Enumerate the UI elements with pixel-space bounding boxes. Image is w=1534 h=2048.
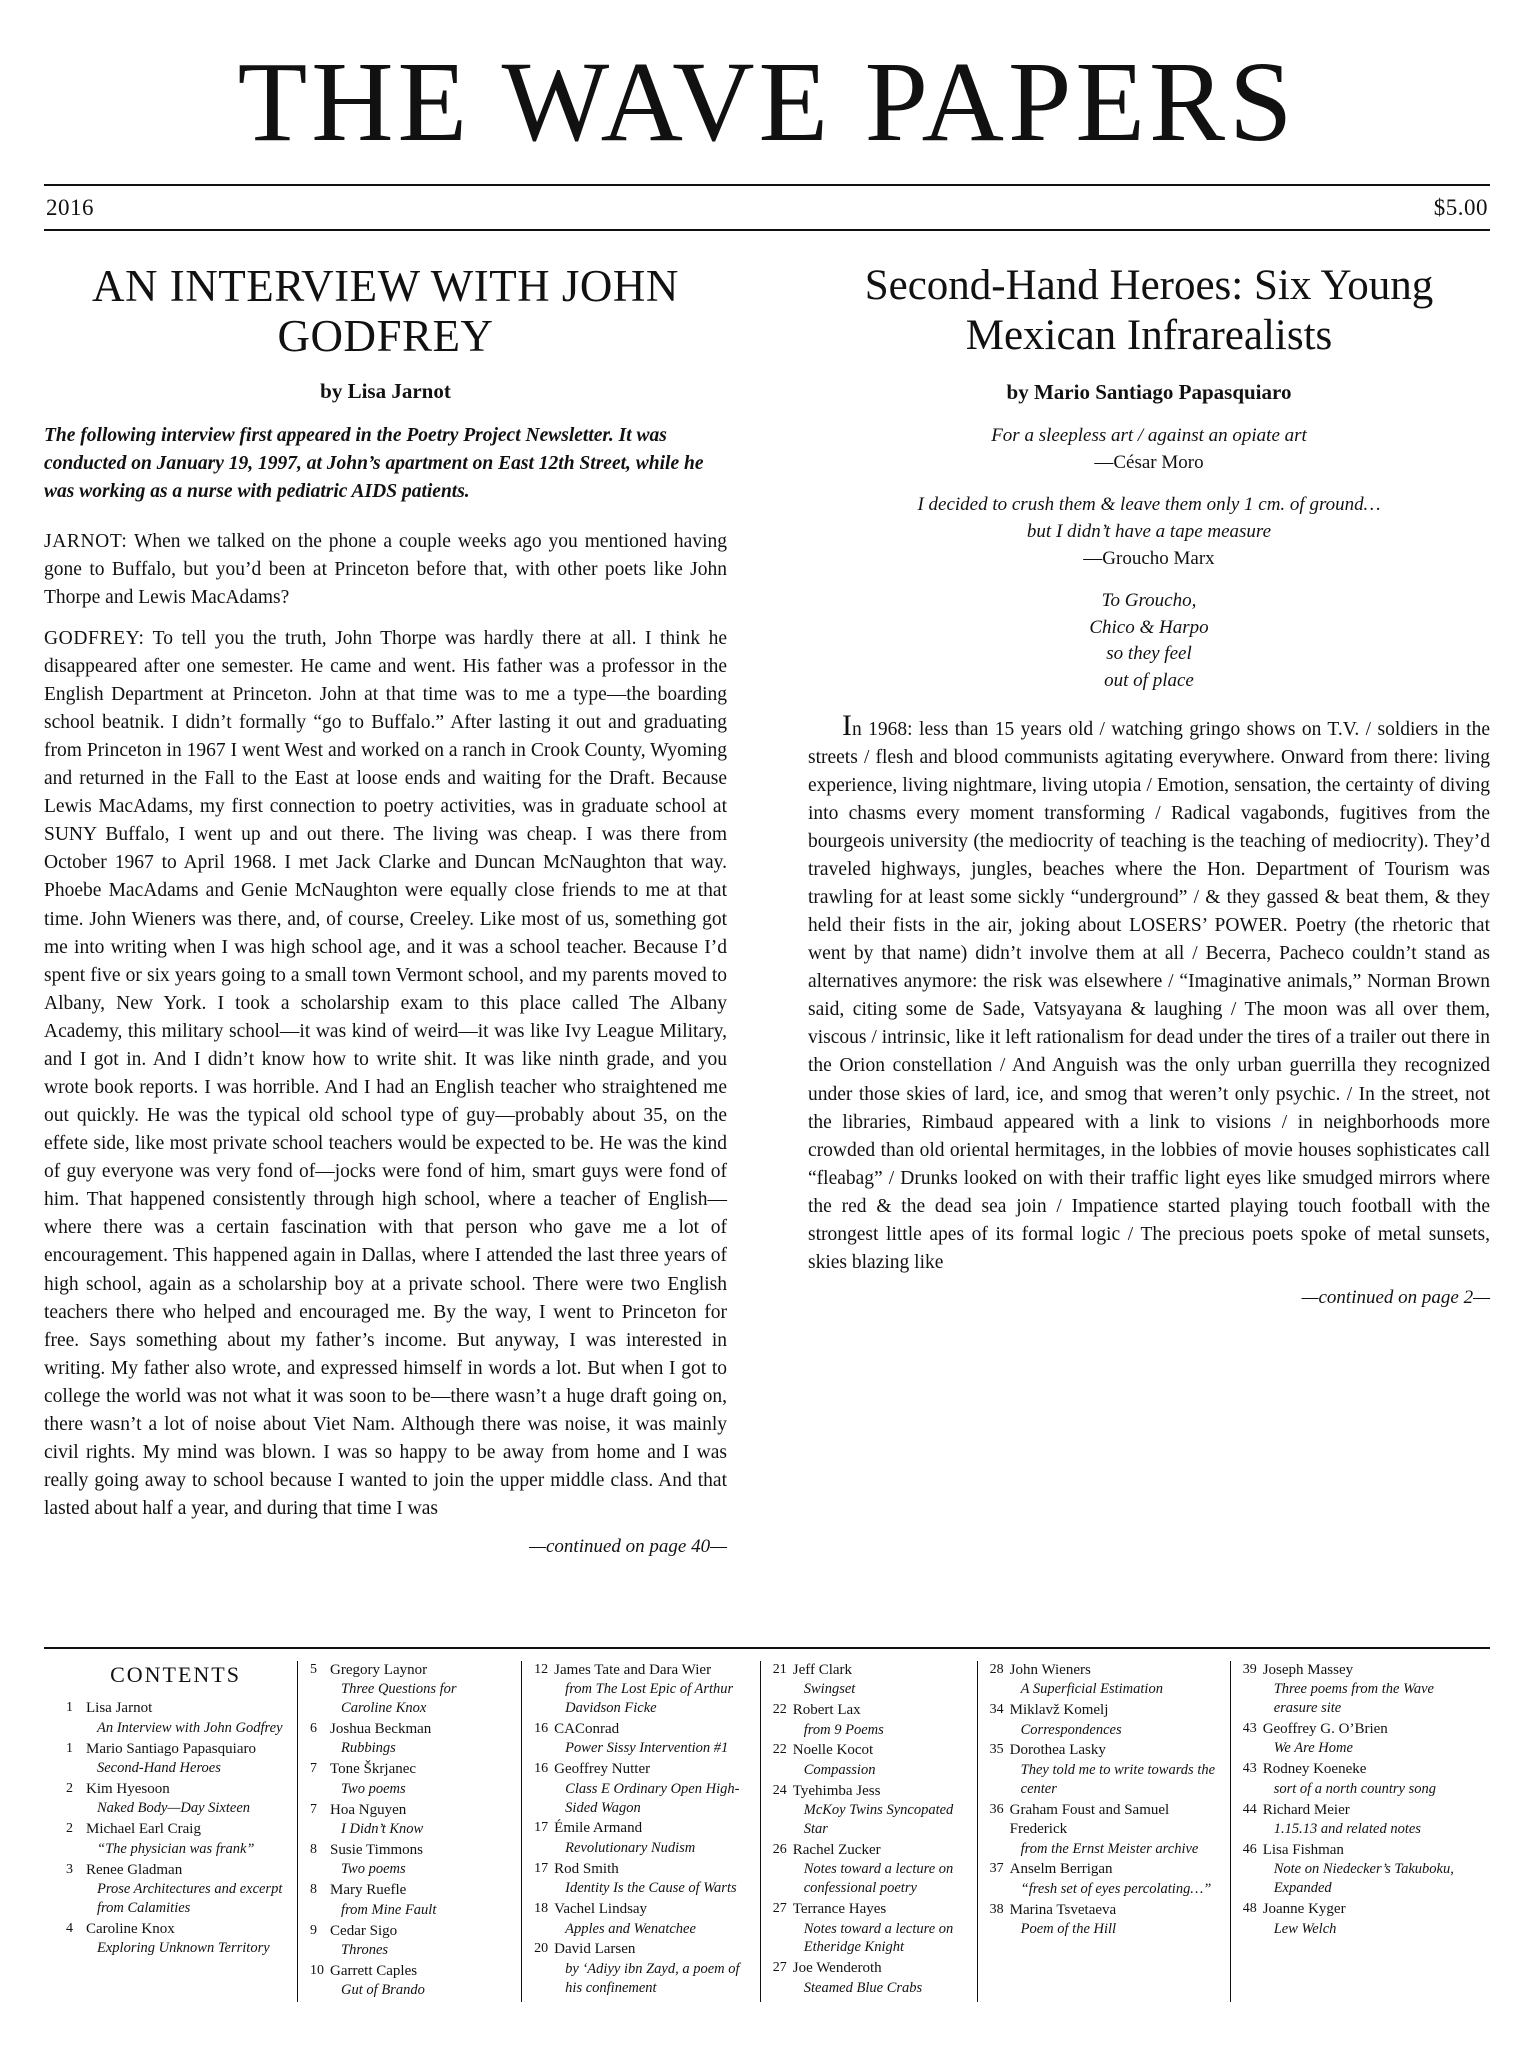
toc-page-number: 16 bbox=[534, 1761, 549, 1777]
toc-work: from The Lost Epic of Arthur Davidson Ficke bbox=[565, 1681, 734, 1717]
toc-author: John Wieners bbox=[1009, 1661, 1091, 1678]
toc-page-number: 22 bbox=[772, 1702, 787, 1718]
toc-author: Geoffrey Nutter bbox=[554, 1761, 651, 1778]
toc-author: Joe Wenderoth bbox=[792, 1960, 882, 1977]
right-byline: by Mario Santiago Papasquiaro bbox=[1006, 380, 1292, 405]
toc-work: Identity Is the Cause of Warts bbox=[565, 1880, 737, 1897]
epigraph-1-attribution: —César Moro bbox=[1094, 451, 1204, 473]
toc-page-number: 16 bbox=[534, 1720, 549, 1736]
toc-page-number: 10 bbox=[310, 1962, 325, 1978]
left-headline: AN INTERVIEW WITH JOHN GODFREY bbox=[92, 260, 679, 362]
toc-entry[interactable] bbox=[990, 1701, 1218, 1739]
toc-page-number: 46 bbox=[1242, 1841, 1257, 1857]
toc-author: James Tate and Dara Wier bbox=[554, 1661, 712, 1678]
toc-author: Tone Škrjanec bbox=[330, 1761, 417, 1778]
toc-page-number: 18 bbox=[534, 1901, 549, 1917]
toc-author: Graham Foust and Samuel Frederick bbox=[1009, 1801, 1170, 1838]
toc-entry[interactable] bbox=[310, 1720, 509, 1758]
toc-entry[interactable] bbox=[534, 1819, 748, 1857]
toc-page-number: 27 bbox=[772, 1960, 787, 1976]
toc-author: Rod Smith bbox=[554, 1860, 619, 1877]
toc-page-number: 48 bbox=[1242, 1901, 1257, 1917]
dateline-year: 2016 bbox=[46, 194, 94, 220]
toc-page-number: 7 bbox=[310, 1801, 318, 1817]
toc-work: McKoy Twins Syncopated Star bbox=[803, 1802, 954, 1838]
toc-page-number: 44 bbox=[1242, 1801, 1257, 1817]
toc-entry[interactable] bbox=[534, 1940, 748, 1997]
toc-page-number: 38 bbox=[989, 1901, 1004, 1917]
toc-author: Lisa Jarnot bbox=[86, 1700, 153, 1717]
toc-entry[interactable] bbox=[310, 1760, 509, 1798]
toc-entry[interactable] bbox=[773, 1900, 965, 1957]
toc-author: Garrett Caples bbox=[330, 1962, 418, 1979]
toc-entry[interactable] bbox=[310, 1881, 509, 1919]
toc-page-number: 37 bbox=[989, 1861, 1004, 1877]
left-standfirst: The following interview first appeared in the Poetry Project Newsletter. It was conducted on January 19, 1997, at John’s apartment on East 12th Street, while he was working as a nurse with pediatric AIDS patients. bbox=[44, 425, 704, 502]
right-body-paragraph bbox=[808, 708, 1490, 1278]
toc-work: from the Ernst Meister archive bbox=[1020, 1840, 1199, 1857]
toc-page-number: 5 bbox=[310, 1661, 318, 1677]
toc-entry[interactable] bbox=[534, 1900, 748, 1938]
toc-author: Anselm Berrigan bbox=[1009, 1861, 1113, 1878]
contents-title: CONTENTS bbox=[110, 1661, 241, 1687]
toc-author: Vachel Lindsay bbox=[554, 1901, 648, 1918]
toc-author: Dorothea Lasky bbox=[1009, 1742, 1106, 1759]
toc-entry[interactable] bbox=[1243, 1900, 1478, 1938]
toc-author: Miklavž Komelj bbox=[1009, 1702, 1109, 1719]
toc-entry[interactable] bbox=[990, 1801, 1218, 1859]
epigraph-2-line-2: but I didn’t have a tape measure bbox=[1026, 520, 1272, 542]
toc-author: Robert Lax bbox=[792, 1702, 861, 1719]
toc-author: Joshua Beckman bbox=[330, 1720, 432, 1737]
toc-entry[interactable] bbox=[66, 1780, 285, 1818]
toc-work: Two poems bbox=[341, 1780, 406, 1797]
dedication-line-3: so they feel bbox=[1106, 643, 1192, 665]
question-1-text: When we talked on the phone a couple weeks ago you mentioned having gone to Buffalo, but you’d been at Princeton before that, with other poets like John Thorpe and Lewis MacAdams? bbox=[44, 530, 727, 608]
toc-page-number: 43 bbox=[1242, 1761, 1257, 1777]
toc-entry[interactable] bbox=[534, 1760, 748, 1817]
dateline-price: $5.00 bbox=[1433, 194, 1488, 220]
toc-entry[interactable] bbox=[990, 1741, 1218, 1798]
toc-entry[interactable] bbox=[66, 1699, 285, 1737]
dedication-line-4: out of place bbox=[1104, 669, 1194, 691]
toc-work: Lew Welch bbox=[1273, 1920, 1337, 1937]
toc-page-number: 9 bbox=[310, 1922, 318, 1938]
toc-work: 1.15.13 and related notes bbox=[1273, 1821, 1421, 1838]
toc-author: Geoffrey G. O’Brien bbox=[1262, 1720, 1388, 1737]
toc-page-number: 12 bbox=[534, 1661, 549, 1677]
contents-column-5 bbox=[977, 1661, 1230, 2003]
toc-author: Terrance Hayes bbox=[792, 1901, 887, 1918]
toc-author: Susie Timmons bbox=[330, 1841, 424, 1858]
answer-1-text: To tell you the truth, John Thorpe was hardly there at all. I think he disappeared after one semester. He came and went. His father was a professor in the English Department at Princeton. John at that time was to me a type—the boarding school beatnik. I didn’t formally “go to Buffalo.” After lasting it out and graduating from Princeton in 1967 I went West and worked on a ranch in Crook County, Wyoming and returned in the Fall to the East at loose ends and waiting for the Draft. Because Lewis MacAdams, my first connection to poetry activities, was in graduate school at SUNY Buffalo, I went up and out there. The living was cheap. I was there from October 1967 to April 1968. I met Jack Clarke and Duncan McNaughton that way. Phoebe MacAdams and Genie McNaughton were equally close friends to me at that time. John Wieners was there, and, of course, Creeley. Like most of us, something got me into writing when I was high school age, and it was a school teacher. Because I’d spent five or six years going to a small town Vermont school, and my parents moved to Albany, New York. I took a scholarship exam to this place called The Albany Academy, this military school—it was kind of weird—it was like Ivy League Military, and I got in. And I didn’t know how to write shit. It was like ninth grade, and you wrote book reports. I was horrible. And I had an English teacher who straightened me out quickly. He was the typical old school type of guy—probably about 35, on the effete side, like most private school teachers would be expected to be. He was the kind of guy everyone was very fond of—jocks were fond of him, smart guys were fond of him. That happened consistently through high school, where a teacher of English—where there was a certain fascination with that person who gave me a lot of encouragement. This happened again in Dallas, where I attended the last three years of high school, again as a scholarship boy at a private school. There were two English teachers there who helped and encouraged me. By the way, I went to Princeton for free. Says something about my father’s income. But anyway, I was interested in writing. My father also wrote, and expressed himself in words a lot. But when I got to college the world was not what it was soon to be—there wasn’t a huge draft going on, there wasn’t a lot of noise about Viet Nam. Although there was noise, it was mainly civil rights. My mind was blown. I was so happy to be away from home and I was really going away to school because I wanted to join the upper middle class. And that lasted about half a year, and during that time I was bbox=[44, 627, 727, 1520]
toc-entry[interactable] bbox=[310, 1922, 509, 1960]
toc-page-number: 22 bbox=[772, 1742, 787, 1758]
toc-entry[interactable] bbox=[1243, 1661, 1478, 1718]
toc-work: Apples and Wenatchee bbox=[565, 1920, 696, 1937]
toc-page-number: 21 bbox=[772, 1661, 787, 1677]
drop-cap: I bbox=[842, 708, 852, 742]
epigraph-moro bbox=[808, 423, 1490, 476]
toc-page-number: 17 bbox=[534, 1860, 549, 1876]
toc-page-number: 2 bbox=[66, 1780, 73, 1796]
toc-author: Richard Meier bbox=[1262, 1801, 1350, 1818]
toc-author: Lisa Fishman bbox=[1262, 1841, 1344, 1858]
toc-entry[interactable] bbox=[990, 1661, 1218, 1699]
toc-work: Three Questions for Caroline Knox bbox=[341, 1681, 457, 1717]
toc-page-number: 26 bbox=[772, 1841, 787, 1857]
toc-entry[interactable] bbox=[66, 1740, 285, 1778]
toc-entry[interactable] bbox=[66, 1820, 285, 1858]
left-byline: by Lisa Jarnot bbox=[320, 379, 451, 404]
toc-page-number: 2 bbox=[66, 1821, 73, 1837]
toc-page-number: 36 bbox=[989, 1801, 1004, 1817]
dedication-line-2: Chico & Harpo bbox=[1089, 616, 1209, 638]
toc-author: Hoa Nguyen bbox=[330, 1801, 407, 1818]
toc-author: Mary Ruefle bbox=[330, 1882, 407, 1899]
toc-page-number: 1 bbox=[66, 1700, 73, 1716]
toc-work: They told me to write towards the center bbox=[1020, 1761, 1216, 1797]
masthead-title: THE WAVE PAPERS bbox=[237, 38, 1297, 165]
toc-work: Power Sissy Intervention #1 bbox=[565, 1740, 729, 1757]
toc-author: Gregory Laynor bbox=[330, 1661, 428, 1678]
toc-page-number: 43 bbox=[1242, 1720, 1257, 1736]
toc-work: Swingset bbox=[803, 1681, 856, 1698]
toc-work: Compassion bbox=[803, 1761, 876, 1778]
toc-page-number: 6 bbox=[310, 1720, 318, 1736]
toc-work: A Superficial Estimation bbox=[1020, 1681, 1163, 1698]
toc-page-number: 35 bbox=[989, 1742, 1004, 1758]
toc-page-number: 24 bbox=[772, 1782, 787, 1798]
toc-page-number: 28 bbox=[989, 1661, 1004, 1677]
toc-entry[interactable] bbox=[66, 1861, 285, 1918]
toc-work: Class E Ordinary Open High-Sided Wagon bbox=[565, 1780, 740, 1816]
toc-author: Rachel Zucker bbox=[792, 1841, 881, 1858]
speaker-godfrey: GODFREY: bbox=[44, 627, 145, 649]
right-body-text: n 1968: less than 15 years old / watching gringo shows on T.V. / soldiers in the streets / flesh and blood communists agitating everywhere. Onward from there: living experience, living nightmare, living utopia / Emotion, sensation, the certainty of diving into chasms every moment transforming / Radical vagabonds, fugitives from the bourgeois university (the mediocrity of teaching is the teaching of mediocrity). They’d traveled highways, jungles, beaches where the Hon. Department of Tourism was trawling for at least some sickly “underground” / & they gassed & beat them, & they held their fists in the air, joking about LOSERS’ POWER. Poetry (the rhetoric that went by that name) didn’t involve them at all / Becerra, Pacheco couldn’t stand as alternatives anymore: the risk was elsewhere / “Imaginative animals,” Norman Brown said, citing some de Sade, Vatsyayana & laughing / The moon was all over them, viscous / intrinsic, like it left rationalism for dead under the tires of a trailer out there in the Orion constellation / And Anguish was the only urban guerrilla they recognized under those skies of lard, ice, and smog that weren’t only psychic. / In the street, not the libraries, Rimbaud appeared with a link to visions / in neighborhoods more crowded than old oriental hermitages, in the lobbies of movie houses sophisticates call “fleabag” / Drunks looked on with their traffic light eyes like smudged mirrors where the red & the dead sea join / Impatience started playing touch football with the strongest little apes of its formal logic / The precious poets spoke of metal sunsets, skies blazing like bbox=[808, 718, 1490, 1273]
toc-entry[interactable] bbox=[310, 1962, 509, 2000]
toc-author: Rodney Koeneke bbox=[1262, 1761, 1367, 1778]
contents-rule bbox=[44, 1647, 1490, 1649]
toc-author: David Larsen bbox=[554, 1941, 636, 1958]
toc-work: I Didn’t Know bbox=[341, 1821, 424, 1838]
toc-entry[interactable] bbox=[773, 1661, 965, 1699]
toc-entry[interactable] bbox=[66, 1920, 285, 1958]
left-article bbox=[44, 261, 767, 1637]
toc-work: sort of a north country song bbox=[1273, 1780, 1437, 1797]
epigraph-1-text: For a sleepless art / against an opiate art bbox=[991, 425, 1307, 447]
toc-work: from Mine Fault bbox=[341, 1901, 437, 1918]
toc-work: Exploring Unknown Territory bbox=[97, 1940, 270, 1957]
toc-author: Joanne Kyger bbox=[1262, 1901, 1346, 1918]
toc-entry[interactable] bbox=[1243, 1720, 1478, 1758]
toc-entry[interactable] bbox=[773, 1782, 965, 1839]
right-continued-note: —continued on page 2— bbox=[1301, 1287, 1490, 1309]
toc-author: Mario Santiago Papasquiaro bbox=[86, 1740, 256, 1757]
toc-page-number: 8 bbox=[310, 1841, 318, 1857]
dedication bbox=[808, 588, 1490, 694]
toc-work: by ‘Adiyy ibn Zayd, a poem of his confinement bbox=[565, 1960, 740, 1996]
right-article bbox=[767, 261, 1490, 1637]
toc-work: Naked Body—Day Sixteen bbox=[97, 1800, 251, 1817]
toc-author: Émile Armand bbox=[554, 1820, 643, 1837]
toc-page-number: 1 bbox=[66, 1740, 73, 1756]
contents-column-1 bbox=[44, 1661, 297, 2003]
toc-page-number: 20 bbox=[534, 1941, 549, 1957]
toc-entry[interactable] bbox=[773, 1701, 965, 1739]
toc-work: Two poems bbox=[341, 1861, 406, 1878]
toc-work: Second-Hand Heroes bbox=[97, 1760, 221, 1777]
epigraph-marx bbox=[808, 492, 1490, 572]
toc-entry[interactable] bbox=[1243, 1760, 1478, 1798]
toc-entry[interactable] bbox=[990, 1901, 1218, 1939]
toc-work: Notes toward a lecture on Etheridge Knight bbox=[803, 1920, 954, 1956]
toc-page-number: 34 bbox=[989, 1702, 1004, 1718]
toc-entry[interactable] bbox=[310, 1801, 509, 1839]
toc-work: Note on Niedecker’s Takuboku, Expanded bbox=[1273, 1861, 1454, 1897]
toc-entry[interactable] bbox=[534, 1720, 748, 1758]
toc-entry[interactable] bbox=[773, 1741, 965, 1779]
toc-page-number: 39 bbox=[1242, 1661, 1257, 1677]
toc-entry[interactable] bbox=[773, 1959, 965, 1997]
toc-entry[interactable] bbox=[990, 1860, 1218, 1898]
left-continued-note: —continued on page 40— bbox=[529, 1536, 727, 1558]
toc-work: Poem of the Hill bbox=[1020, 1921, 1117, 1938]
toc-work: Steamed Blue Crabs bbox=[803, 1979, 923, 1996]
toc-work: Revolutionary Nudism bbox=[565, 1839, 696, 1856]
epigraph-2-attribution: —Groucho Marx bbox=[1083, 547, 1215, 569]
contents-column-6 bbox=[1230, 1661, 1490, 2003]
toc-page-number: 17 bbox=[534, 1820, 549, 1836]
toc-page-number: 8 bbox=[310, 1882, 318, 1898]
toc-page-number: 27 bbox=[772, 1901, 787, 1917]
epigraph-2-line-1: I decided to crush them & leave them only 1 cm. of ground… bbox=[917, 494, 1381, 516]
dateline bbox=[44, 186, 1490, 229]
toc-author: Michael Earl Craig bbox=[86, 1821, 201, 1838]
toc-author: CAConrad bbox=[554, 1720, 620, 1737]
speaker-jarnot: JARNOT: bbox=[44, 530, 128, 552]
interview-question-1 bbox=[44, 528, 727, 612]
toc-work: Rubbings bbox=[341, 1740, 396, 1757]
dateline-rule bbox=[44, 229, 1490, 231]
contents-section bbox=[44, 1661, 1490, 2003]
toc-entry[interactable] bbox=[310, 1841, 509, 1879]
toc-page-number: 4 bbox=[66, 1920, 73, 1936]
toc-page-number: 7 bbox=[310, 1761, 318, 1777]
toc-work: Gut of Brando bbox=[341, 1982, 425, 1999]
toc-author: Renee Gladman bbox=[86, 1861, 183, 1878]
contents-column-4 bbox=[760, 1661, 977, 2003]
toc-work: from 9 Poems bbox=[803, 1721, 884, 1738]
toc-work: Thrones bbox=[341, 1942, 389, 1959]
interview-answer-1 bbox=[44, 625, 727, 1524]
toc-entry[interactable] bbox=[310, 1661, 509, 1718]
toc-work: “fresh set of eyes percolating…” bbox=[1020, 1880, 1212, 1897]
right-headline: Second-Hand Heroes: Six Young Mexican Infrarealists bbox=[864, 261, 1434, 360]
toc-work: Correspondences bbox=[1020, 1721, 1122, 1738]
contents-column-2 bbox=[297, 1661, 521, 2003]
toc-author: Marina Tsvetaeva bbox=[1009, 1901, 1117, 1918]
dedication-line-1: To Groucho, bbox=[1101, 590, 1197, 612]
toc-author: Joseph Massey bbox=[1262, 1661, 1354, 1678]
toc-entry[interactable] bbox=[773, 1841, 965, 1898]
toc-author: Noelle Kocot bbox=[792, 1742, 874, 1759]
toc-work: Notes toward a lecture on confessional poetry bbox=[803, 1861, 954, 1897]
toc-entry[interactable] bbox=[534, 1661, 748, 1718]
toc-page-number: 3 bbox=[66, 1861, 73, 1877]
toc-author: Tyehimba Jess bbox=[792, 1782, 881, 1799]
toc-author: Jeff Clark bbox=[792, 1661, 853, 1678]
contents-column-3 bbox=[521, 1661, 760, 2003]
toc-entry[interactable] bbox=[1243, 1801, 1478, 1839]
toc-entry[interactable] bbox=[534, 1860, 748, 1898]
toc-author: Kim Hyesoon bbox=[86, 1780, 170, 1797]
toc-entry[interactable] bbox=[1243, 1841, 1478, 1898]
toc-work: “The physician was frank” bbox=[97, 1840, 255, 1857]
toc-work: Three poems from the Wave erasure site bbox=[1273, 1681, 1434, 1717]
toc-work: We Are Home bbox=[1273, 1740, 1353, 1757]
toc-work: Prose Architectures and excerpt from Calamities bbox=[97, 1881, 283, 1916]
article-columns bbox=[44, 261, 1490, 1637]
toc-author: Caroline Knox bbox=[86, 1920, 175, 1937]
toc-work: An Interview with John Godfrey bbox=[97, 1719, 283, 1736]
toc-author: Cedar Sigo bbox=[330, 1922, 398, 1939]
